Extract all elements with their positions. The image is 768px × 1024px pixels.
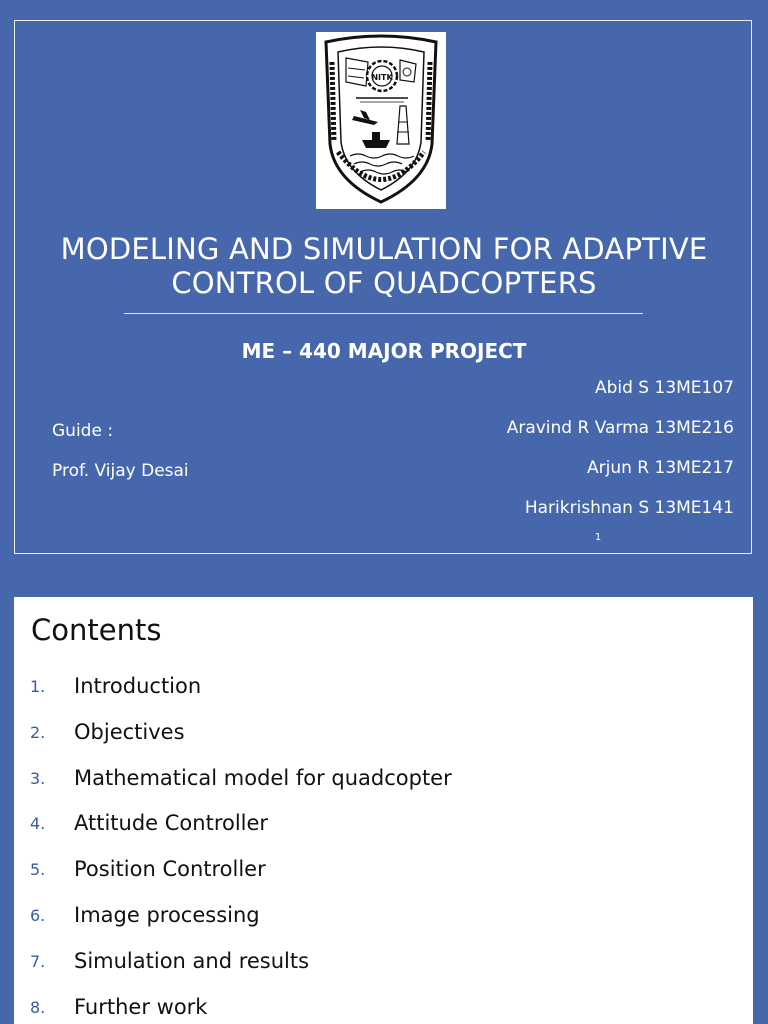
contents-slide xyxy=(14,597,753,1024)
list-item-number: 1. xyxy=(30,677,46,696)
title-divider xyxy=(124,313,643,314)
team-members xyxy=(507,377,734,537)
list-item-number: 4. xyxy=(30,814,46,834)
list-item-label: Image processing xyxy=(74,902,260,927)
team-member: Abid S 13ME107 xyxy=(594,378,734,398)
list-item-number: 2. xyxy=(30,722,46,742)
team-member: Aravind R Varma 13ME216 xyxy=(506,418,734,438)
slide-number: 1 xyxy=(594,532,602,543)
list-item-label: Objectives xyxy=(74,719,185,744)
list-item-label: Simulation and results xyxy=(74,948,310,973)
list-item-number: 5. xyxy=(30,860,46,880)
institute-logo xyxy=(316,32,446,209)
team-member: Arjun R 13ME217 xyxy=(587,458,734,478)
list-item-number: 6. xyxy=(30,905,46,925)
list-item-label: Mathematical model for quadcopter xyxy=(74,765,452,790)
list-item-label: Position Controller xyxy=(74,857,266,882)
team-member: Harikrishnan S 13ME141 xyxy=(524,498,734,518)
project-subtitle: ME – 440 MAJOR PROJECT xyxy=(241,339,527,363)
shield-icon xyxy=(316,32,446,209)
slide-title: MODELING AND SIMULATION FOR ADAPTIVE CONTROL OF QUADCOPTERS xyxy=(60,232,708,300)
list-item-label: Further work xyxy=(74,994,208,1019)
list-item-label: Attitude Controller xyxy=(74,811,269,836)
list-item-number: 8. xyxy=(30,997,46,1017)
contents-title: Contents xyxy=(31,613,162,647)
guide-label: Guide : xyxy=(52,421,114,441)
guide-name: Prof. Vijay Desai xyxy=(52,461,189,481)
list-item-label: Introduction xyxy=(74,674,202,698)
svg-text:NITK: NITK xyxy=(371,73,393,82)
list-item-number: 7. xyxy=(30,951,46,971)
list-item-number: 3. xyxy=(30,768,46,788)
